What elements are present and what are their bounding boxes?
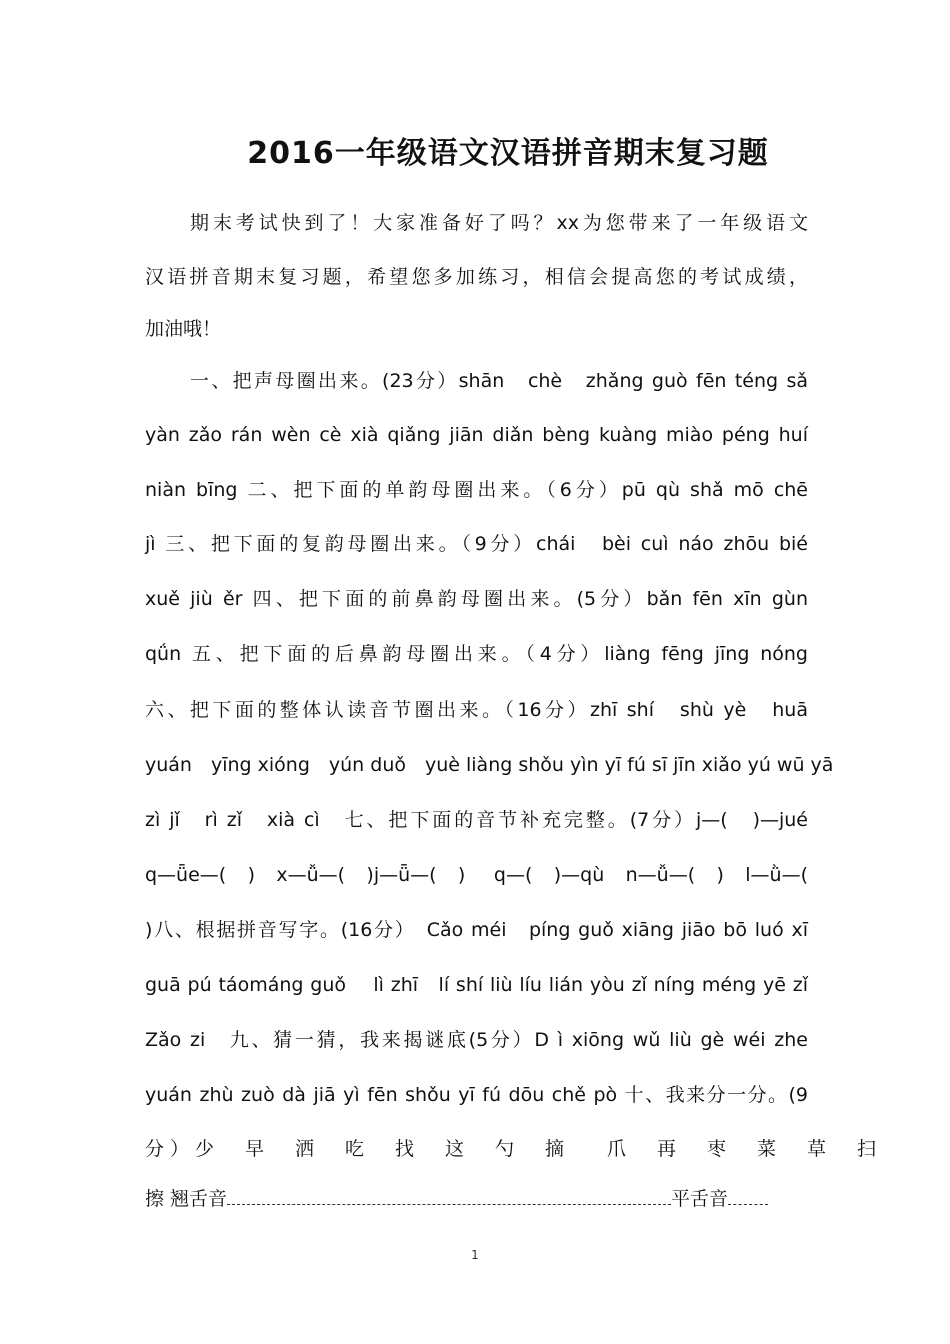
classification-answer-line [145,1186,808,1212]
paragraph-line: guā pú táománg guǒ lì zhī lí shí liù líu lián yòu zǐ níng méng yē zǐ [145,974,808,996]
paragraph-line: 汉语拼音期末复习题，希望您多加练习，相信会提高您的考试成绩， [145,266,808,288]
paragraph-line: q—ǖe—( ) x—ǚ—( )j—ǖ—( ) q—( )—qù n—ǚ—( ) l—ǜ—( [145,864,808,886]
paragraph-line: 加油哦！ [145,318,222,340]
paragraph-line: xuě jiù ěr 四、把下面的前鼻韵母圈出来。(5分）bǎn fēn xīn gùn [145,588,808,610]
paragraph-line: niàn bīng 二、把下面的单韵母圈出来。（6分）pū qù shǎ mō chē [145,479,808,501]
paragraph-line: yuán yīng xióng yún duǒ yuè liàng shǒu yìn yī fú sī jīn xiǎo yú wū yā [145,754,834,776]
paragraph-line: qǘn 五、把下面的后鼻韵母圈出来。（4分）liàng fēng jīng nóng [145,643,808,665]
retroflex-answer-blank[interactable] [227,1186,671,1205]
paragraph-line: 六、把下面的整体认读音节圈出来。（16分）zhī shí shù yè huā [145,699,808,721]
paragraph-line: zì jǐ rì zǐ xià cì 七、把下面的音节补充完整。(7分）j—( )—jué [145,809,808,831]
paragraph-line: 分）少 早 洒 吃 找 这 勺 摘 爪 再 枣 菜 草 扫 [145,1138,883,1160]
paragraph-line: )八、根据拼音写字。(16分） Cǎo méi píng guǒ xiāng jiāo bō luó xī [145,919,808,941]
paragraph-line: yàn zǎo rán wèn cè xià qiǎng jiān diǎn bèng kuàng miào péng huí [145,424,808,446]
paragraph-line: jì 三、把下面的复韵母圈出来。（9分）chái bèi cuì náo zhōu bié [145,533,808,555]
document-title: 2016一年级语文汉语拼音期末复习题 [247,136,769,171]
flat-tongue-answer-blank[interactable] [728,1186,768,1205]
page-number: 1 [471,1248,479,1262]
retroflex-label: 擦 翘舌音 [145,1188,228,1210]
paragraph-line: yuán zhù zuò dà jiā yì fēn shǒu yī fú dōu chě pò 十、我来分一分。(9 [145,1084,808,1106]
paragraph-line: 期末考试快到了！大家准备好了吗？xx为您带来了一年级语文 [190,212,808,234]
flat-tongue-label: 平舌音 [671,1188,729,1210]
paragraph-line: 一、把声母圈出来。(23分）shān chè zhǎng guò fēn téng sǎ [190,370,808,392]
paragraph-line: Zǎo zi 九、猜一猜，我来揭谜底(5分）D ì xiōng wǔ liù gè wéi zhe [145,1029,808,1051]
